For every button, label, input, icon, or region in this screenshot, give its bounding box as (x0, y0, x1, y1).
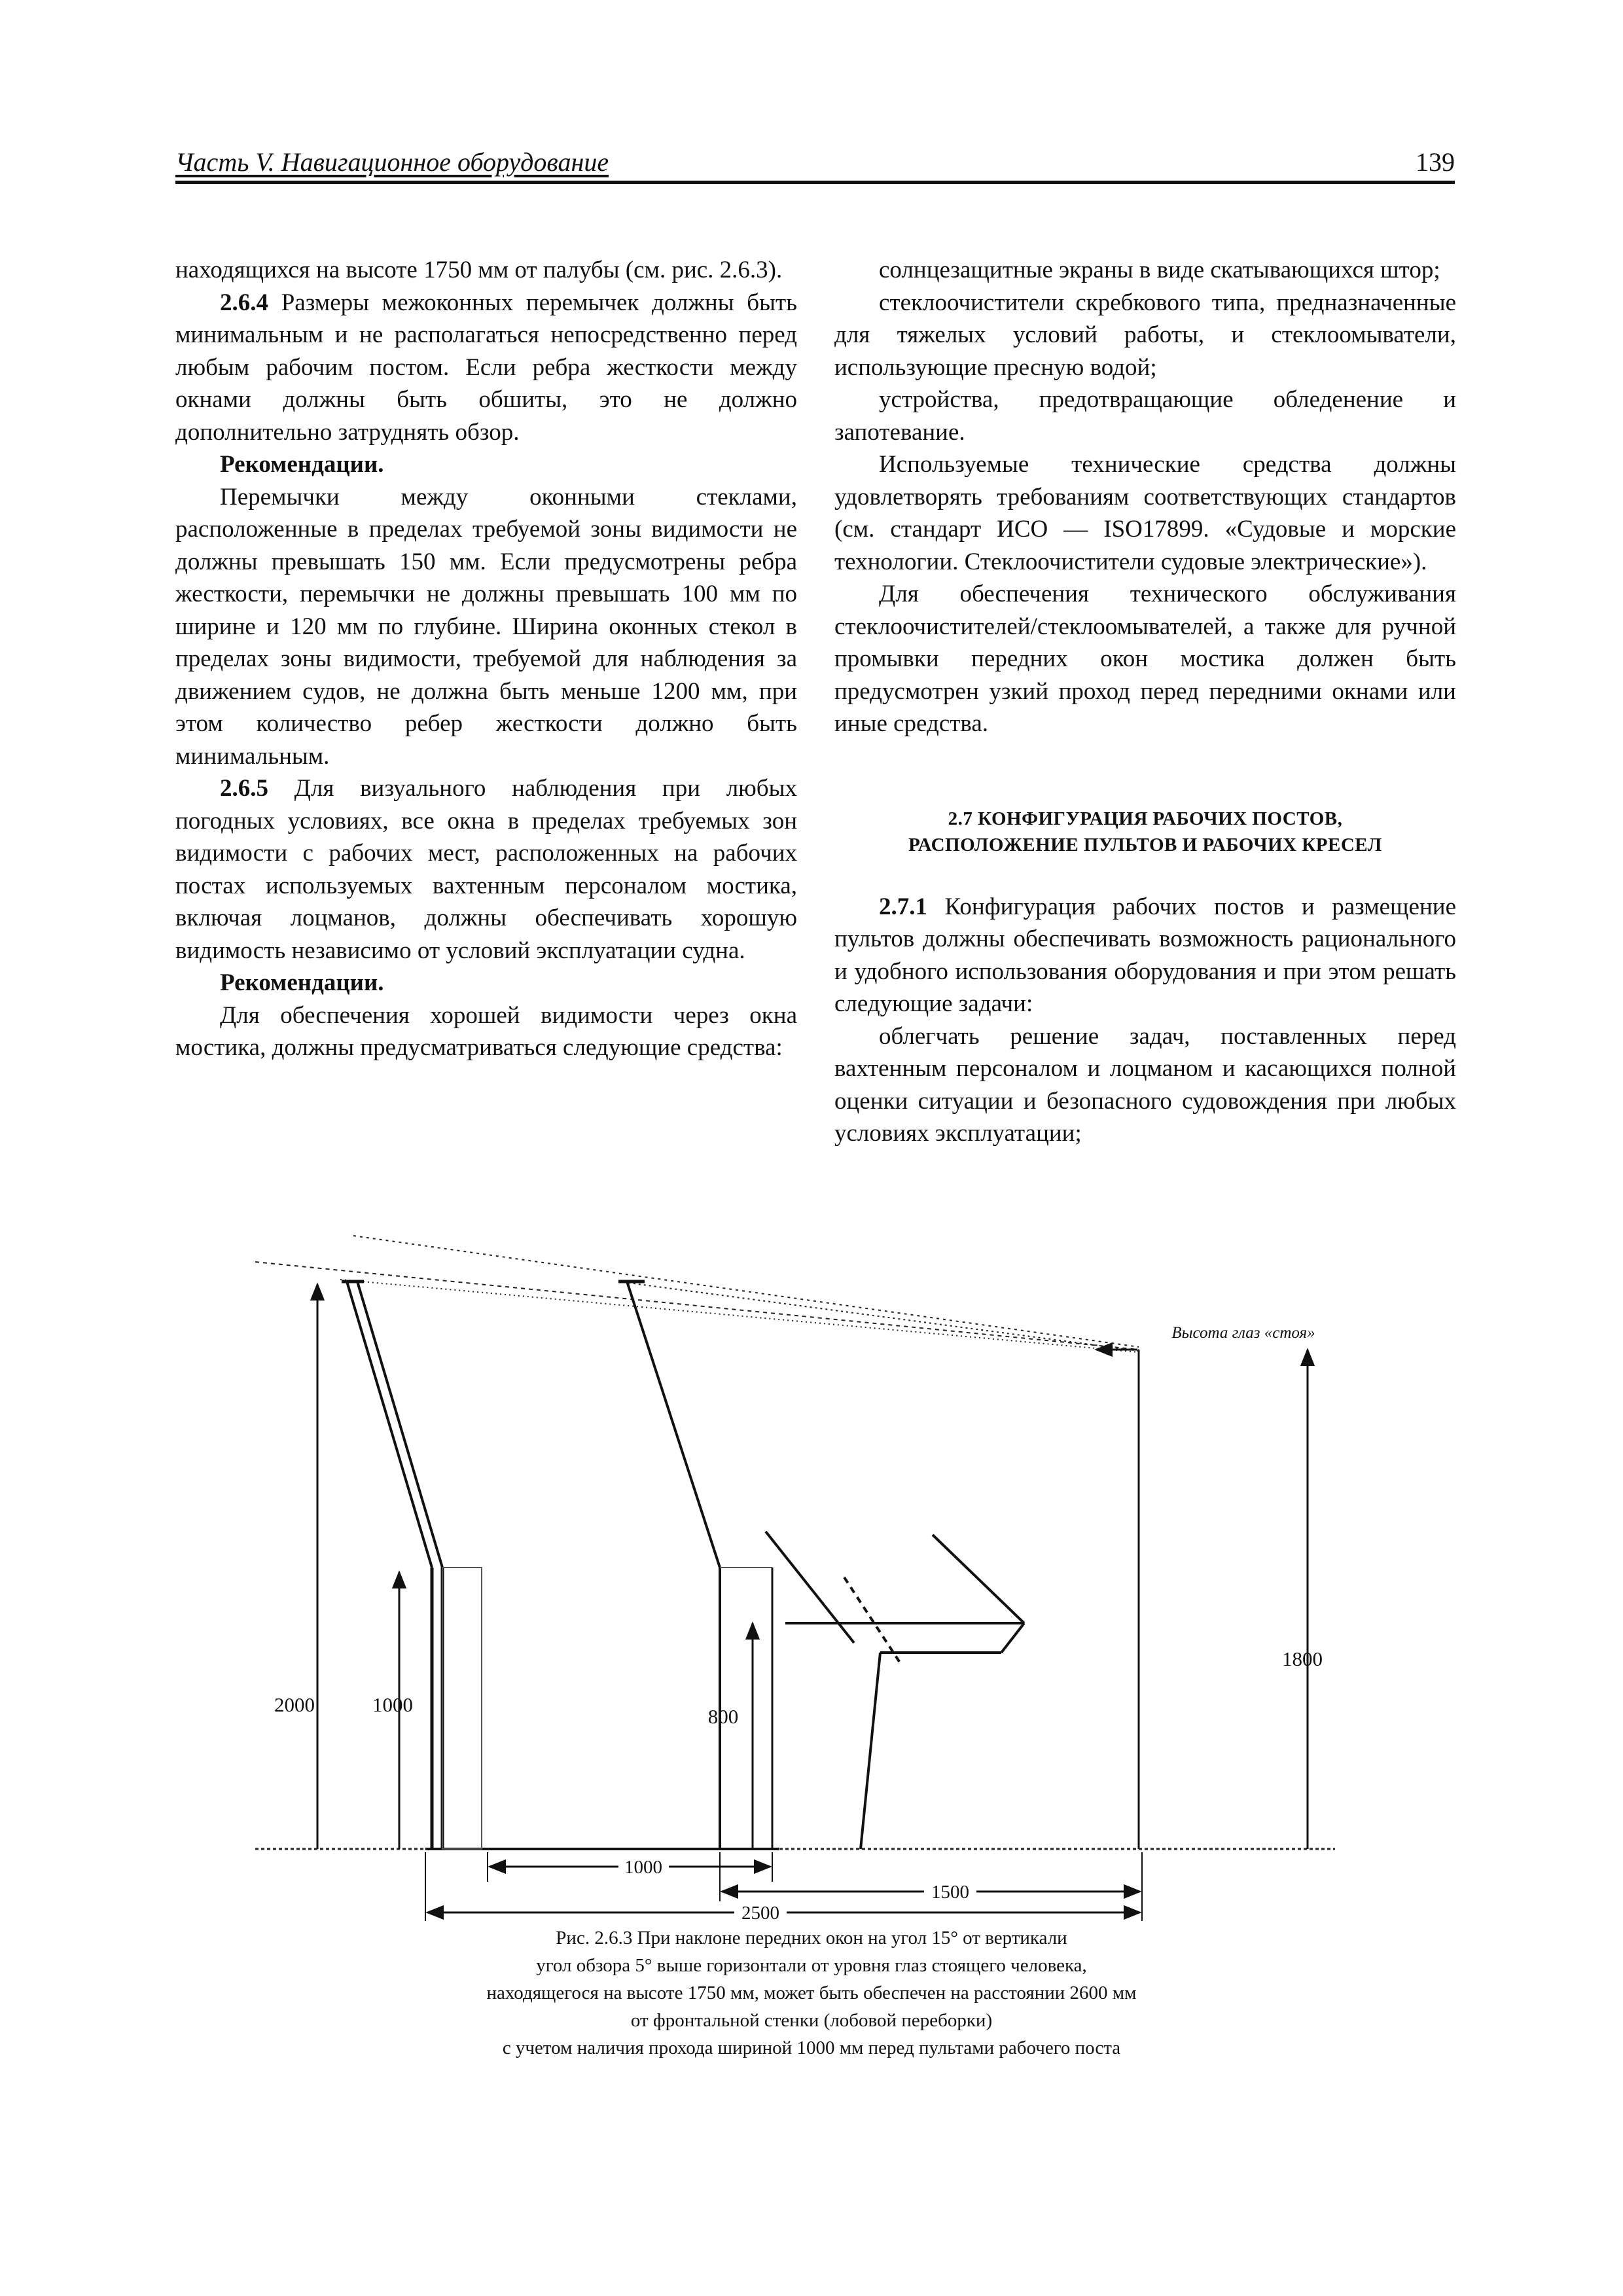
left-column (175, 254, 797, 1064)
dim-2500-label: 2500 (741, 1903, 779, 1924)
front-bulkhead (342, 1282, 482, 1849)
section-heading-line-2: РАСПОЛОЖЕНИЕ ПУЛЬТОВ И РАБОЧИХ КРЕСЕЛ (908, 834, 1382, 855)
running-header (175, 144, 1455, 184)
dim-1500-label: 1500 (931, 1882, 969, 1903)
dimension-1000-height (372, 1572, 413, 1849)
list-item-anti-icing: устройства, предотвращающие обледенение и запотевание. (834, 386, 1456, 446)
eye-height-label: Высота глаз «стоя» (1171, 1324, 1315, 1342)
second-window-frame (618, 1282, 772, 1849)
paragraph-recommendation-1: Перемычки между оконными стеклами, расположенные в пределах требуемой зоны видимости не должны превышать 150 мм. Если предусмотрены ребра жесткости, перемычки не должны превышать 100 мм по ширине и 120 мм по глубине. Ширина оконных стекол в пределах зоны видимости, требуемой для наблюдения за движением судов, не должна быть меньше 1200 мм, при этом количество ребер жесткости должно быть минимальным. (175, 483, 797, 770)
running-title: Часть V. Навигационное оборудование (175, 147, 609, 177)
dim-2000-label: 2000 (274, 1693, 315, 1716)
paragraph-2-6-4 (175, 287, 797, 449)
list-item-tasks: облегчать решение задач, поставленных перед вахтенным персоналом и лоцманом и касающихся полной оценки ситуации и безопасного судовождения при любых условиях эксплуатации; (834, 1022, 1456, 1147)
list-item-wipers: стеклоочистители скребкового типа, предназначенные для тяжелых условий работы, и стеклоомыватели, использующие пресную водой; (834, 289, 1456, 381)
caption-line-5: с учетом наличия прохода шириной 1000 мм перед пультами рабочего поста (502, 2037, 1121, 2058)
caption-line-3: находящегося на высоте 1750 мм, может быть обеспечен на расстоянии 2600 мм (486, 1982, 1137, 2003)
clause-text: Конфигурация рабочих постов и размещение пультов должны обеспечивать возможность рационального и удобного использования оборудования и при этом решать следующие задачи: (834, 893, 1456, 1017)
dim-1000-width-label: 1000 (624, 1857, 662, 1878)
paragraph-continuation: находящихся на высоте 1750 мм от палубы (см. рис. 2.6.3). (175, 257, 783, 283)
section-gap (834, 740, 1456, 806)
dimension-800 (708, 1623, 753, 1849)
clause-number: 2.6.4 (220, 289, 268, 316)
section-heading (834, 806, 1456, 858)
recommendations-label: Рекомендации. (220, 451, 384, 478)
page-number: 139 (1416, 147, 1455, 177)
dimension-1800 (1282, 1350, 1323, 1849)
clause-text: Для визуального наблюдения при любых погодных условиях, все окна в пределах требуемых зон видимости с рабочих мест, расположенных на рабочих постах используемых вахтенным персоналом мостика, включая лоцманов, должны обеспечивать хорошую видимость независимо от условий эксплуатации судна. (175, 775, 797, 964)
dimension-1000-width (488, 1852, 772, 1882)
recommendations-label: Рекомендации. (220, 969, 384, 996)
eye-height-marker (1096, 1324, 1315, 1849)
clause-text: Размеры межоконных перемычек должны быть минимальным и не располагаться непосредственно перед любым рабочим постом. Если ребра жесткости между окнами должны быть обшиты, это не должно дополнительно затруднять обзор. (175, 289, 797, 446)
caption-line-1: Рис. 2.6.3 При наклоне передних окон на угол 15° от вертикали (556, 1928, 1067, 1948)
recommendations-heading (175, 967, 797, 999)
dim-1800-label: 1800 (1282, 1647, 1323, 1670)
clause-number: 2.6.5 (220, 775, 268, 802)
clause-number: 2.7.1 (879, 893, 927, 920)
figure-caption (327, 1924, 1296, 2062)
recommendations-heading (175, 448, 797, 481)
caption-line-2: угол обзора 5° выше горизонтали от уровня глаз стоящего человека, (536, 1955, 1087, 1976)
list-item-sun-shades: солнцезащитные экраны в виде скатывающихся штор; (879, 257, 1440, 283)
paragraph-recommendation-2: Для обеспечения хорошей видимости через окна мостика, должны предусматриваться следующие средства: (175, 1001, 797, 1061)
sight-lines (255, 1236, 1139, 1352)
paragraph-standards: Используемые технические средства должны удовлетворять требованиям соответствующих стандартов (см. стандарт ИСО — ISO17899. «Судовые и морские технологии. Стеклоочистители судовые электрические»). (834, 451, 1456, 575)
paragraph-maintenance: Для обеспечения технического обслуживания стеклоочистителей/стеклоомывателей, а также для ручной промывки передних окон мостика должен быть предусмотрен узкий проход перед передними окнами или иные средства. (834, 581, 1456, 737)
paragraph-2-7-1 (834, 891, 1456, 1020)
console-outline (766, 1532, 1024, 1849)
right-column (834, 254, 1456, 1150)
section-heading-line-1: 2.7 КОНФИГУРАЦИЯ РАБОЧИХ ПОСТОВ, (948, 808, 1343, 829)
dim-800-label: 800 (707, 1705, 739, 1728)
dimension-1500 (720, 1852, 1142, 1921)
paragraph-2-6-5 (175, 772, 797, 967)
dimension-2000 (274, 1284, 317, 1849)
caption-line-4: от фронтальной стенки (лобовой переборки) (630, 2010, 993, 2031)
section-gap (834, 858, 1456, 891)
dim-1000-height-label: 1000 (372, 1693, 413, 1716)
dimension-2500 (425, 1852, 1140, 1924)
